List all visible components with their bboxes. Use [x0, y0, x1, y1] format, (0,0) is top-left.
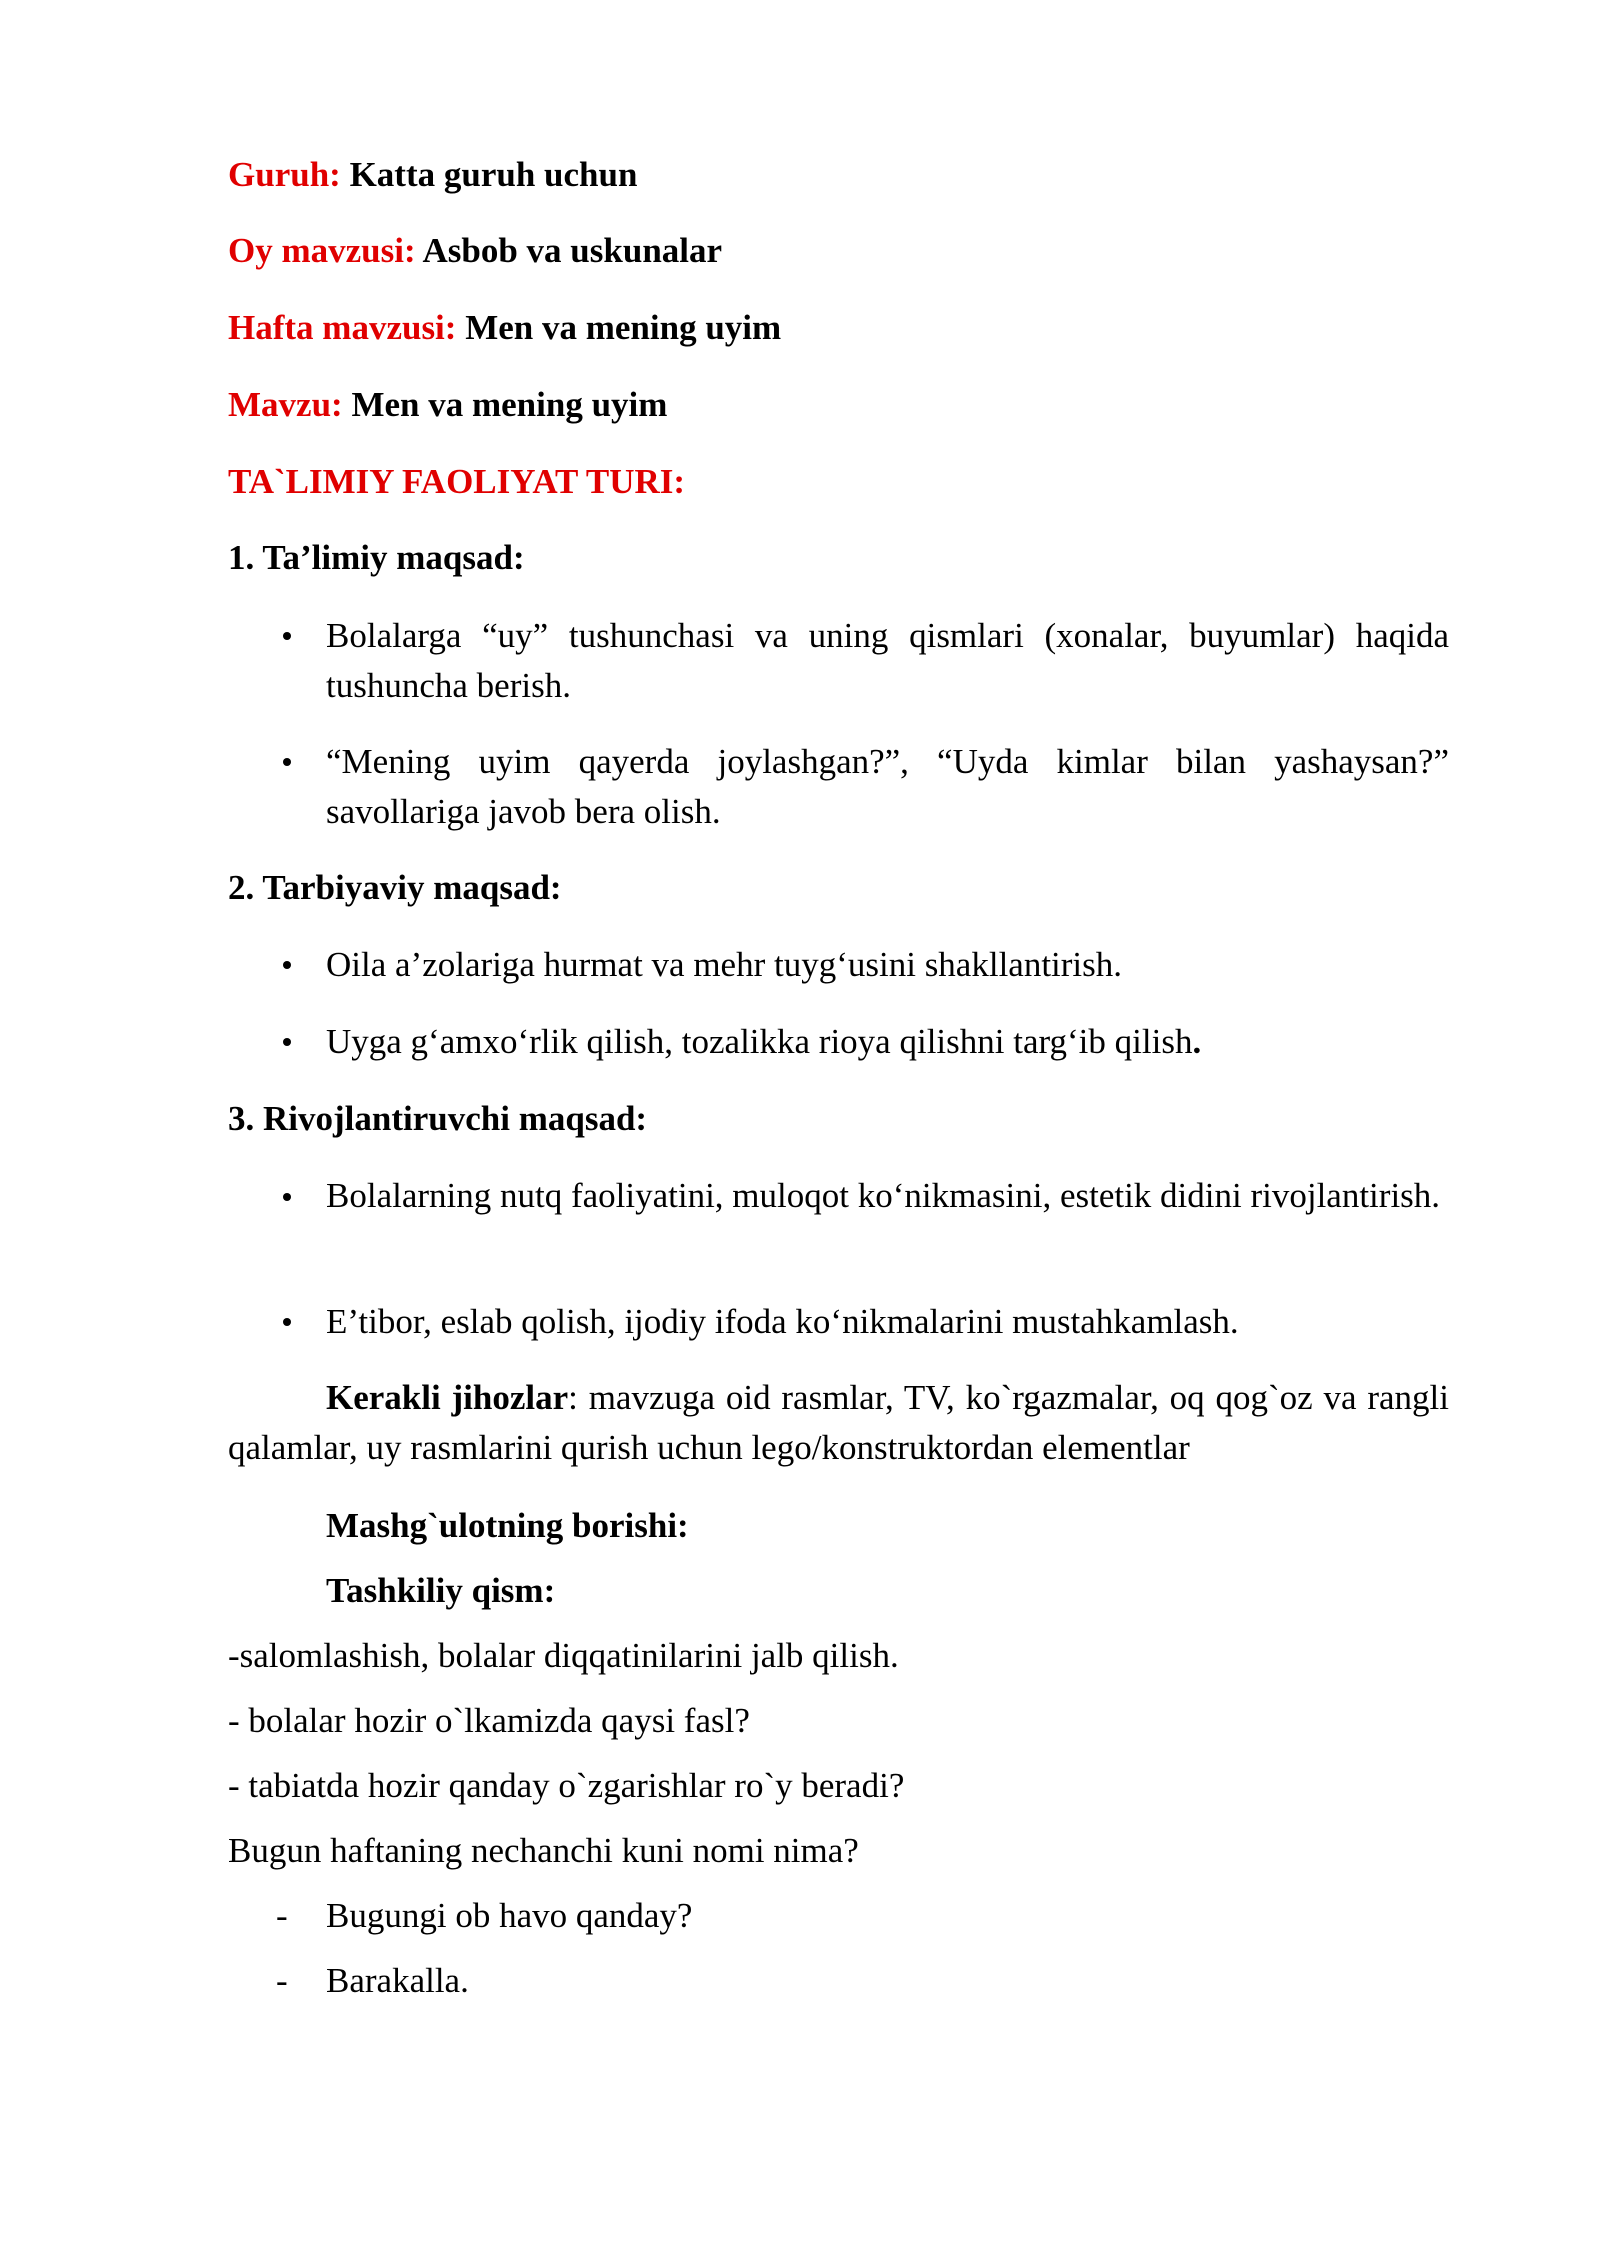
- week-topic-line: [228, 303, 781, 353]
- procedure-line-2: - bolalar hozir o`lkamizda qaysi fasl?: [228, 1701, 750, 1740]
- goal-2-item-2: Uyga g‘amxo‘rlik qilish, tozalikka rioya qilishni targ‘ib qilish: [326, 1022, 1193, 1061]
- equipment-paragraph: [228, 1373, 1449, 1473]
- group-label: Guruh:: [228, 155, 341, 194]
- month-topic-line: [228, 226, 722, 276]
- activity-type-heading: TA`LIMIY FAOLIYAT TURI:: [228, 462, 686, 501]
- bullet-icon: [283, 632, 291, 640]
- goal-1-item-1: Bolalarga “uy” tushunchasi va uning qismlari (xonalar, buyumlar) haqida tushuncha berish.: [326, 616, 1449, 705]
- group-line: [228, 150, 637, 200]
- dash-marker: -: [276, 1896, 288, 1935]
- bullet-icon: [283, 1038, 291, 1046]
- bullet-icon: [283, 1193, 291, 1201]
- equipment-text: : mavzuga oid rasmlar, TV, ko`rgazmalar, oq qog`oz va rangli qalamlar, uy rasmlarini qurish uchun lego/konstruktordan elementlar: [228, 1378, 1449, 1467]
- goal-1-heading: 1. Ta’limiy maqsad:: [228, 538, 525, 577]
- month-topic-label: Oy mavzusi:: [228, 231, 416, 270]
- procedure-heading: Mashg`ulotning borishi:: [326, 1506, 689, 1545]
- goal-2-item-2-period: .: [1192, 1022, 1202, 1061]
- topic-line: [228, 380, 667, 430]
- goal-2-heading: 2. Tarbiyaviy maqsad:: [228, 868, 562, 907]
- week-topic-label: Hafta mavzusi:: [228, 308, 457, 347]
- group-value: Katta guruh uchun: [349, 155, 638, 194]
- goal-3-item-1: Bolalarning nutq faoliyatini, muloqot ko‘nikmasini, estetik didini rivojlantirish.: [326, 1176, 1441, 1215]
- bullet-icon: [283, 758, 291, 766]
- week-topic-value: Men va mening uyim: [465, 308, 782, 347]
- bullet-icon: [283, 1318, 291, 1326]
- organizational-part-heading: Tashkiliy qism:: [326, 1571, 556, 1610]
- month-topic-value: Asbob va uskunalar: [422, 231, 723, 270]
- procedure-line-4: Bugun haftaning nechanchi kuni nomi nima?: [228, 1831, 859, 1870]
- dash-item-1: Bugungi ob havo qanday?: [326, 1896, 693, 1935]
- goal-3-item-2: E’tibor, eslab qolish, ijodiy ifoda ko‘nikmalarini mustahkamlash.: [326, 1302, 1239, 1341]
- dash-item-2: Barakalla.: [326, 1961, 469, 2000]
- topic-value: Men va mening uyim: [351, 385, 668, 424]
- bullet-icon: [283, 961, 291, 969]
- goal-2-item-1: Oila a’zolariga hurmat va mehr tuyg‘usini shakllantirish.: [326, 945, 1123, 984]
- procedure-line-1: -salomlashish, bolalar diqqatinilarini jalb qilish.: [228, 1636, 899, 1675]
- goal-2-item-2-line: [326, 1017, 1201, 1067]
- topic-label: Mavzu:: [228, 385, 343, 424]
- dash-marker: -: [276, 1961, 288, 2000]
- equipment-label: Kerakli jihozlar: [326, 1378, 569, 1417]
- goal-3-heading: 3. Rivojlantiruvchi maqsad:: [228, 1099, 648, 1138]
- procedure-line-3: - tabiatda hozir qanday o`zgarishlar ro`y beradi?: [228, 1766, 905, 1805]
- goal-1-item-2: “Mening uyim qayerda joylashgan?”, “Uyda kimlar bilan yashaysan?” savollariga javob bera olish.: [326, 742, 1449, 831]
